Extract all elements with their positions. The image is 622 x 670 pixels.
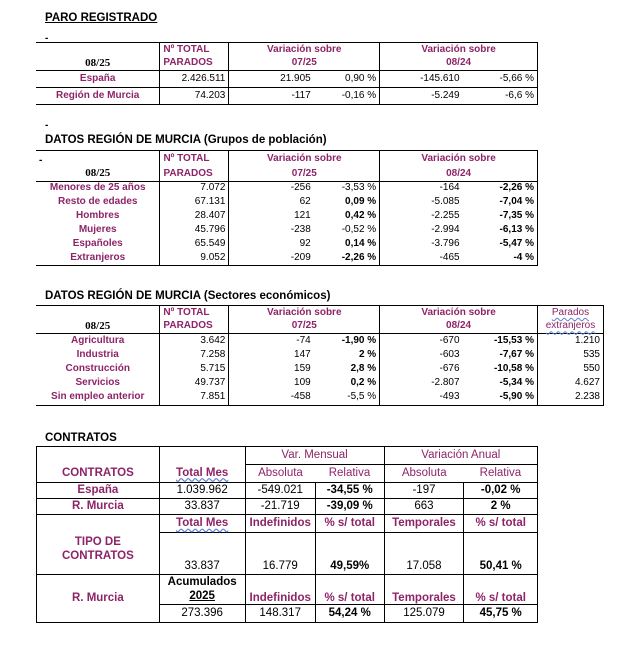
row-label: Españoles	[72, 238, 123, 249]
var-0824-header-line1: Variación sobre	[380, 306, 538, 320]
var1-rel-cell: 0,2 %	[350, 376, 377, 388]
var-0725-header-line2: 07/25	[229, 320, 380, 334]
var-0725-header-line1: Variación sobre	[229, 43, 380, 57]
row-label: España	[37, 483, 160, 499]
total-parados-header-line2: PARADOS	[160, 57, 229, 71]
var1-rel-cell: 0,90 %	[314, 71, 380, 88]
contratos-table	[36, 446, 538, 623]
var2-rel-cell: -7,35 %	[463, 209, 538, 223]
var2-rel-cell: -5,34 %	[499, 376, 534, 388]
row-label: Servicios	[75, 376, 120, 388]
var-0824-header-line2: 08/24	[380, 320, 538, 334]
var1-abs-cell: -209	[229, 251, 314, 265]
acumulados-row-label: R. Murcia	[37, 575, 160, 623]
period-header: 08/25	[85, 167, 111, 180]
pct-total-header: % s/ total	[464, 575, 538, 605]
var1-abs-cell: -238	[229, 223, 314, 237]
var1-abs-cell: -256	[229, 181, 314, 195]
var2-rel-cell: -6,6 %	[463, 88, 538, 105]
total-mes-header: Total Mes	[159, 515, 245, 533]
pct-total-header: % s/ total	[315, 575, 384, 605]
row-label: Mujeres	[78, 224, 117, 235]
row-label: España	[36, 71, 160, 88]
var2-rel-cell: -15,53 %	[463, 334, 538, 348]
dash-marker: -	[39, 155, 43, 166]
acumulados-header: Acumulados 2025	[159, 575, 245, 605]
acumulados-total-cell: 273.396	[159, 605, 245, 623]
total-cell: 9.052	[160, 251, 229, 265]
var1-rel-cell: 2,8 %	[350, 362, 377, 374]
var2-rel-cell: -6,13 %	[463, 223, 538, 237]
period-header: 08/25	[85, 319, 111, 332]
tipo-contratos-label: TIPO DE CONTRATOS	[37, 515, 160, 575]
mensual-abs-cell: -21.719	[245, 499, 315, 515]
extranjeros-cell: 535	[537, 348, 603, 362]
var1-rel-cell: 0,09 %	[345, 196, 377, 207]
var1-rel-cell: -0,16 %	[314, 88, 380, 105]
var1-rel-cell: -5,5 %	[314, 390, 380, 406]
temporales-pct-cell: 50,41 %	[464, 533, 538, 575]
var2-abs-cell: -676	[380, 362, 463, 376]
grupos-poblacion-table	[36, 150, 538, 266]
var-0725-header-line2: 07/25	[229, 167, 380, 181]
var2-rel-cell: -4 %	[463, 251, 538, 265]
var2-rel-cell: -5,90 %	[463, 390, 538, 406]
total-cell: 7.851	[160, 390, 229, 406]
var2-rel-cell: -2,26 %	[463, 181, 538, 195]
var2-rel-cell: -7,04 %	[463, 195, 538, 209]
table-row	[36, 71, 538, 88]
table-row	[37, 499, 538, 515]
var1-abs-cell: 121	[229, 209, 314, 223]
var-anual-header: Variación Anual	[384, 447, 537, 465]
table-row	[37, 483, 538, 499]
var2-abs-cell: -5.249	[380, 88, 463, 105]
var2-abs-cell: -2.255	[380, 209, 463, 223]
temporales-header: Temporales	[384, 575, 464, 605]
table-row	[36, 237, 538, 251]
var1-abs-cell: -117	[229, 88, 314, 105]
absoluta-header: Absoluta	[384, 465, 464, 483]
var1-rel-cell: -0,52 %	[341, 224, 377, 235]
row-label: Región de Murcia	[36, 88, 160, 105]
var2-abs-cell: -670	[380, 334, 463, 348]
total-cell: 74.203	[160, 88, 229, 105]
var1-abs-cell: 147	[229, 348, 314, 362]
var2-abs-cell: -5.085	[380, 195, 463, 209]
table-row	[36, 181, 538, 195]
parados-extranjeros-header-line1: Parados	[537, 306, 603, 320]
anual-rel-cell: 2 %	[464, 499, 538, 515]
var1-abs-cell: 159	[229, 362, 314, 376]
period-header: 08/25	[85, 56, 111, 69]
var1-rel-cell: 0,14 %	[345, 238, 377, 249]
table-row	[36, 209, 538, 223]
var2-abs-cell: -3.796	[380, 237, 463, 251]
mensual-abs-cell: -549.021	[245, 483, 315, 499]
indefinidos-header: Indefinidos	[245, 575, 315, 605]
contratos-header-label: CONTRATOS	[37, 465, 160, 483]
var2-abs-cell: -493	[380, 390, 463, 406]
total-cell: 7.072	[160, 181, 229, 195]
row-label: Resto de edades	[57, 196, 138, 207]
var-0725-header-line1: Variación sobre	[229, 306, 380, 320]
indefinidos-pct-cell: 54,24 %	[315, 605, 384, 623]
table-row	[36, 88, 538, 105]
table-row	[36, 195, 538, 209]
var2-abs-cell: -465	[380, 251, 463, 265]
contratos-title: CONTRATOS	[45, 432, 117, 444]
header-empty	[159, 447, 245, 465]
total-cell: 65.549	[160, 237, 229, 251]
row-label: Extranjeros	[36, 251, 160, 265]
parados-extranjeros-header-line2: extranjeros	[537, 320, 603, 334]
table-row	[36, 251, 538, 265]
total-cell: 2.426.511	[160, 71, 229, 88]
var2-abs-cell: -2.994	[380, 223, 463, 237]
indefinidos-cell: 16.779	[245, 533, 315, 575]
total-cell: 5.715	[160, 362, 229, 376]
pct-total-header: % s/ total	[315, 515, 384, 533]
header-empty	[36, 306, 160, 320]
var1-rel-cell: 2 %	[358, 348, 377, 360]
var1-abs-cell: 92	[229, 237, 314, 251]
total-cell: 67.131	[160, 195, 229, 209]
var2-rel-cell: -5,66 %	[463, 71, 538, 88]
total-parados-header-line2: PARADOS	[160, 167, 229, 181]
total-mes-cell: 33.837	[159, 499, 245, 515]
mensual-rel-cell: -34,55 %	[315, 483, 384, 499]
var1-abs-cell: -74	[229, 334, 314, 348]
mensual-rel-cell: -39,09 %	[315, 499, 384, 515]
var2-abs-cell: -603	[380, 348, 463, 362]
total-cell: 45.796	[160, 223, 229, 237]
absoluta-header: Absoluta	[245, 465, 315, 483]
row-label: Construcción	[65, 362, 130, 374]
dash-marker: -	[45, 120, 49, 131]
row-label: R. Murcia	[37, 499, 160, 515]
sectores-economicos-title: DATOS REGIÓN DE MURCIA (Sectores económicos)	[45, 290, 331, 302]
relativa-header: Relativa	[315, 465, 384, 483]
total-parados-header-line1: Nº TOTAL	[160, 43, 229, 57]
var2-rel-cell: -10,58 %	[493, 362, 534, 374]
var1-rel-cell: 0,42 %	[345, 210, 377, 221]
temporales-pct-cell: 45,75 %	[464, 605, 538, 623]
indefinidos-cell: 148.317	[245, 605, 315, 623]
extranjeros-cell: 4.627	[537, 376, 603, 390]
anual-abs-cell: 663	[384, 499, 464, 515]
total-mes-header: Total Mes	[159, 465, 245, 483]
paro-registrado-title: PARO REGISTRADO	[45, 12, 158, 24]
total-mes-cell: 33.837	[159, 533, 245, 575]
grupos-poblacion-title: DATOS REGIÓN DE MURCIA (Grupos de población)	[45, 134, 327, 146]
var1-abs-cell: 109	[229, 376, 314, 390]
table-row	[36, 362, 604, 376]
var-mensual-header: Var. Mensual	[245, 447, 384, 465]
temporales-cell: 17.058	[384, 533, 464, 575]
var2-abs-cell: -2.807	[380, 376, 463, 390]
anual-abs-cell: -197	[384, 483, 464, 499]
table-row	[36, 390, 604, 406]
var1-abs-cell: 62	[229, 195, 314, 209]
total-cell: 49.737	[160, 376, 229, 390]
total-cell: 28.407	[160, 209, 229, 223]
row-label: Hombres	[76, 210, 120, 221]
indefinidos-pct-cell: 49,59%	[315, 533, 384, 575]
var-0824-header-line1: Variación sobre	[380, 151, 538, 168]
total-parados-header-line2: PARADOS	[160, 320, 229, 334]
total-parados-header-line1: Nº TOTAL	[160, 151, 229, 168]
var1-abs-cell: 21.905	[229, 71, 314, 88]
var-0824-header-line1: Variación sobre	[380, 43, 538, 57]
table-row	[36, 376, 604, 390]
sectores-economicos-table	[36, 305, 604, 406]
total-mes-cell: 1.039.962	[159, 483, 245, 499]
var1-rel-cell: -3,53 %	[314, 181, 380, 195]
total-cell: 3.642	[160, 334, 229, 348]
anual-rel-cell: -0,02 %	[464, 483, 538, 499]
var-0824-header-line2: 08/24	[380, 167, 538, 181]
extranjeros-cell: 550	[537, 362, 603, 376]
var1-rel-cell: -2,26 %	[314, 251, 380, 265]
table-row	[36, 348, 604, 362]
indefinidos-header: Indefinidos	[245, 515, 315, 533]
header-empty	[36, 43, 160, 57]
relativa-header: Relativa	[464, 465, 538, 483]
total-cell: 7.258	[160, 348, 229, 362]
var-0725-header-line2: 07/25	[229, 57, 380, 71]
var-0824-header-line2: 08/24	[380, 57, 538, 71]
var2-abs-cell: -164	[380, 181, 463, 195]
temporales-header: Temporales	[384, 515, 464, 533]
row-label: Menores de 25 años	[36, 181, 160, 195]
paro-registrado-table	[36, 42, 538, 105]
extranjeros-cell: 2.238	[537, 390, 603, 406]
header-empty	[37, 447, 160, 465]
var2-rel-cell: -7,67 %	[499, 348, 534, 360]
temporales-cell: 125.079	[384, 605, 464, 623]
table-row	[36, 334, 604, 348]
row-label: Industria	[76, 348, 119, 360]
table-row	[36, 223, 538, 237]
var2-rel-cell: -5,47 %	[463, 237, 538, 251]
total-parados-header-line1: Nº TOTAL	[160, 306, 229, 320]
var1-rel-cell: -1,90 %	[314, 334, 380, 348]
row-label: Agricultura	[36, 334, 160, 348]
pct-total-header: % s/ total	[464, 515, 538, 533]
dash-marker: -	[45, 33, 49, 44]
var1-abs-cell: -458	[229, 390, 314, 406]
extranjeros-cell: 1.210	[537, 334, 603, 348]
var-0725-header-line1: Variación sobre	[229, 151, 380, 168]
var2-abs-cell: -145.610	[380, 71, 463, 88]
row-label: Sin empleo anterior	[36, 390, 160, 406]
